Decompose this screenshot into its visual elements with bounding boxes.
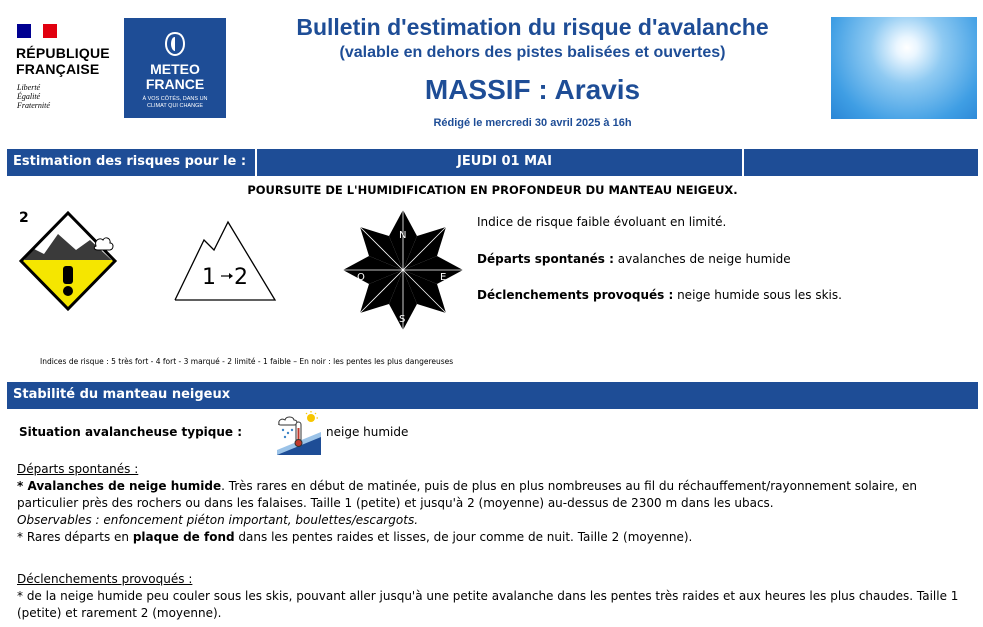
situation-value: neige humide: [326, 425, 409, 439]
triggered-heading: Déclenchements provoqués :: [17, 572, 193, 586]
french-flag-icon: [17, 24, 57, 38]
dangerous-slopes-compass: [340, 209, 466, 331]
situation-label: Situation avalancheuse typique :: [19, 425, 243, 439]
spontaneous-section: [17, 461, 979, 546]
risk-estimate-bar: [7, 149, 978, 176]
stability-label: Stabilité du manteau neigeux: [13, 387, 231, 402]
triggered-section: [17, 571, 979, 622]
risk-level-number: 2: [19, 210, 29, 226]
spontaneous-heading: Départs spontanés :: [17, 462, 139, 476]
risk-estimate-label: Estimation des risques pour le :: [13, 154, 247, 169]
sky-photo: [831, 17, 977, 119]
risk-level-2-icon: [18, 210, 118, 312]
triggered-paragraph: * de la neige humide peu couler sous les skis, pouvant aller jusqu'à une petite avalanche dans les pentes très raides et aux heures les plus chaudes. Taille 1 (petite) et rarement 2 (moyenne).: [17, 589, 959, 620]
risk-index-text: Indice de risque faible évoluant en limité.: [477, 215, 727, 229]
compass-north: N: [399, 230, 407, 241]
spontaneous-paragraph-1: * Avalanches de neige humide. Très rares en début de matinée, puis de plus en plus nombreuses au fil du réchauffement/rayonnement solaire, en particulier près des rochers ou dans les falaises. Taille 1 (petite) et jusqu'à 2 (moyenne) au-dessus de 2300 m dans les ubacs.: [17, 479, 918, 510]
evolution-from: 1: [202, 265, 216, 290]
compass-east: E: [440, 272, 447, 283]
evolution-to: 2: [234, 265, 248, 290]
compass-west: O: [357, 272, 365, 283]
risk-legend: Indices de risque : 5 très fort - 4 fort - 3 marqué - 2 limité - 1 faible – En noir : les pentes les plus dangereuses: [40, 357, 454, 366]
bulletin-title: Bulletin d'estimation du risque d'avalanche: [296, 14, 769, 40]
risk-evolution-mountain-icon: [172, 218, 278, 304]
triggered-summary: Déclenchements provoqués : neige humide sous les skis.: [477, 288, 842, 302]
wet-snow-situation-icon: [276, 410, 322, 456]
spontaneous-summary: Départs spontanés : avalanches de neige humide: [477, 252, 791, 266]
massif-name: MASSIF : Aravis: [424, 74, 641, 105]
risk-headline: POURSUITE DE L'HUMIDIFICATION EN PROFONDEUR DU MANTEAU NEIGEUX.: [247, 183, 738, 197]
compass-south: S: [399, 314, 406, 325]
stability-bar: [7, 382, 978, 409]
meteo-france-logo: METEO FRANCE À VOS CÔTÉS, DANS UN CLIMAT QUI CHANGE: [124, 18, 226, 118]
bulletin-subtitle: (valable en dehors des pistes balisées et ouvertes): [339, 44, 726, 61]
written-date: Rédigé le mercredi 30 avril 2025 à 16h: [433, 117, 632, 129]
republique-francaise: RÉPUBLIQUE FRANÇAISE: [16, 45, 110, 77]
meteo-france-emblem-icon: [164, 31, 186, 57]
forecast-date: JEUDI 01 MAI: [457, 154, 552, 169]
republic-motto: Liberté Égalité Fraternité: [17, 83, 50, 110]
spontaneous-paragraph-2: * Rares départs en plaque de fond dans les pentes raides et lisses, de jour comme de nuit. Taille 2 (moyenne).: [17, 530, 693, 544]
observables-text: Observables : enfoncement piéton important, boulettes/escargots.: [17, 513, 419, 527]
